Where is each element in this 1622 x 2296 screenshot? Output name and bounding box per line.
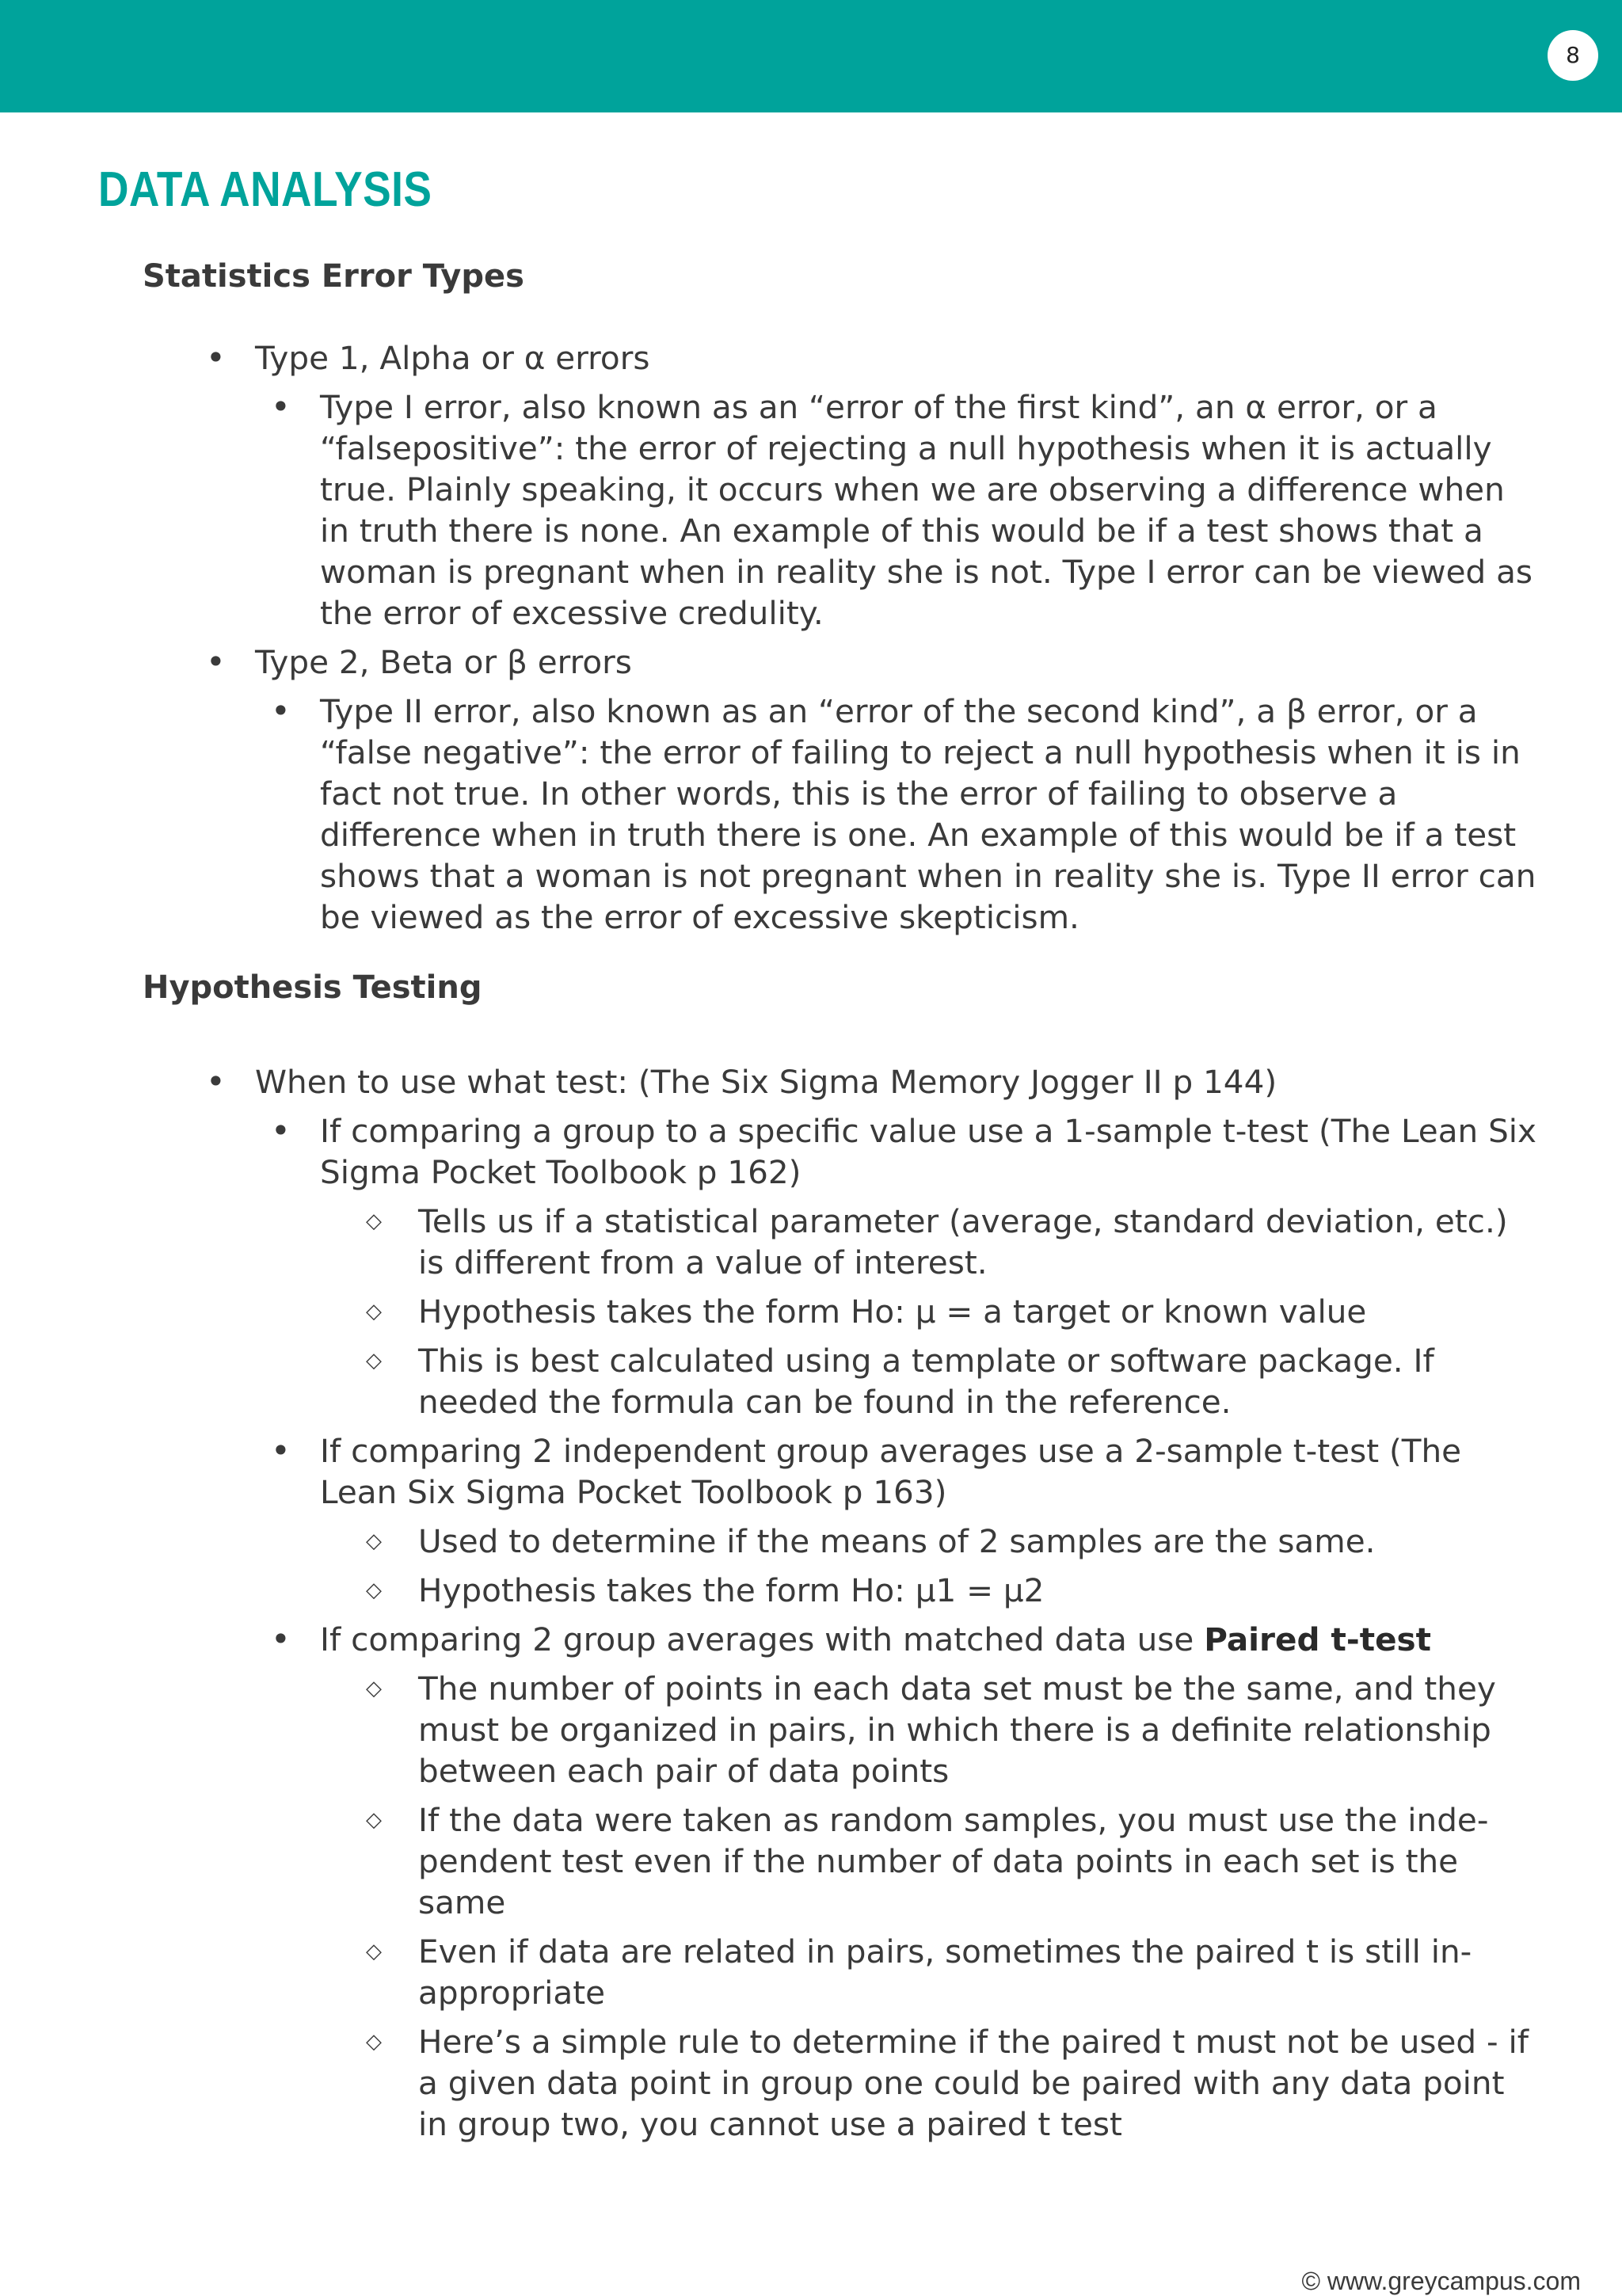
list-item xyxy=(271,386,1536,634)
list-item xyxy=(271,691,1536,938)
list-item-text: • If comparing a group to a specific value use a 1-sample t-test (The Lean Six Sigma Pocket Toolbook p 162) xyxy=(320,1112,1537,1191)
list-item-label: • When to use what test: (The Six Sigma Memory Jogger II p 144) xyxy=(255,1063,1277,1101)
point-text: ◇ If the data were taken as random samples, you must use the inde-pendent test even if the number of data points in each set is the same xyxy=(418,1801,1489,1921)
paired-t-test-emphasis: Paired t-test xyxy=(1204,1620,1432,1658)
point-list xyxy=(366,1668,1536,2145)
list-item xyxy=(271,1110,1536,1422)
section-heading-error-types: Statistics Error Types xyxy=(143,258,524,295)
list-item xyxy=(366,2021,1536,2145)
list-item xyxy=(366,1799,1536,1923)
point-text: ◇ Tells us if a statistical parameter (average, standard deviation, etc.) is different from a value of interest. xyxy=(418,1202,1508,1281)
error-types-list xyxy=(206,329,1536,938)
list-item-text xyxy=(320,1619,1536,1660)
point-list xyxy=(366,1201,1536,1422)
list-item xyxy=(366,1201,1536,1283)
list-item xyxy=(366,1668,1536,1791)
list-item-text: • If comparing 2 independent group averages use a 2-sample t-test (The Lean Six Sigma Pocket Toolbook p 163) xyxy=(320,1432,1462,1511)
list-item xyxy=(206,337,1536,634)
list-item xyxy=(206,642,1536,938)
list-item xyxy=(366,1340,1536,1422)
section-heading-hypothesis-testing: Hypothesis Testing xyxy=(143,969,482,1006)
list-item-label: • Type 2, Beta or β errors xyxy=(255,643,632,681)
list-item xyxy=(366,1521,1536,1562)
list-item xyxy=(366,1291,1536,1332)
list-item xyxy=(271,1430,1536,1611)
point-text: ◇ This is best calculated using a template or software package. If needed the formula can be found in the reference. xyxy=(418,1342,1434,1421)
list-item xyxy=(206,1061,1536,2145)
hypothesis-list xyxy=(206,1053,1536,2145)
list-item-text: • Type I error, also known as an “error of the first kind”, an α error, or a “falsepositive”: the error of rejecting a null hypothesis when it is actually true. Plainly speaking, it occurs when we are observing a difference when in truth there is none. An example of this would be if a test shows that a woman is pregnant when in reality she is not. Type I error can be viewed as the error of excessive credulity. xyxy=(320,388,1533,632)
point-text: ◇ Even if data are related in pairs, sometimes the paired t is still in-appropriate xyxy=(418,1932,1472,2012)
list-item-text-normal: If comparing 2 group averages with matched data use xyxy=(320,1620,1194,1658)
page-title: DATA ANALYSIS xyxy=(98,162,432,217)
header-bar xyxy=(0,0,1622,112)
point-text: ◇ Hypothesis takes the form Ho: μ = a target or known value xyxy=(418,1293,1367,1331)
list-item-text: • Type II error, also known as an “error of the second kind”, a β error, or a “false negative”: the error of failing to reject a null hypothesis when it is in fact not true. In other words, this is the error of failing to observe a difference when in truth there is one. An example of this would be if a test shows that a woman is not pregnant when in reality she is. Type II error can be viewed as the error of excessive skepticism. xyxy=(320,692,1536,936)
list-item xyxy=(366,1570,1536,1611)
point-list xyxy=(366,1521,1536,1611)
footer-copyright: © www.greycampus.com xyxy=(1301,2267,1581,2295)
list-item-label: • Type 1, Alpha or α errors xyxy=(255,339,650,377)
point-text: ◇ Here’s a simple rule to determine if the paired t must not be used - if a given data point in group one could be paired with any data point in group two, you cannot use a paired t test xyxy=(418,2023,1529,2143)
page-number-badge: 8 xyxy=(1548,30,1598,81)
point-text: ◇ The number of points in each data set must be the same, and they must be organized in pairs, in which there is a definite relationship between each pair of data points xyxy=(418,1670,1496,1790)
point-text: ◇ Used to determine if the means of 2 samples are the same. xyxy=(418,1522,1376,1560)
list-item xyxy=(366,1931,1536,2013)
sub-list xyxy=(271,386,1536,634)
sub-list xyxy=(271,1110,1536,2145)
list-item xyxy=(271,1619,1536,2145)
point-text: ◇ Hypothesis takes the form Ho: μ1 = μ2 xyxy=(418,1571,1045,1609)
sub-list xyxy=(271,691,1536,938)
